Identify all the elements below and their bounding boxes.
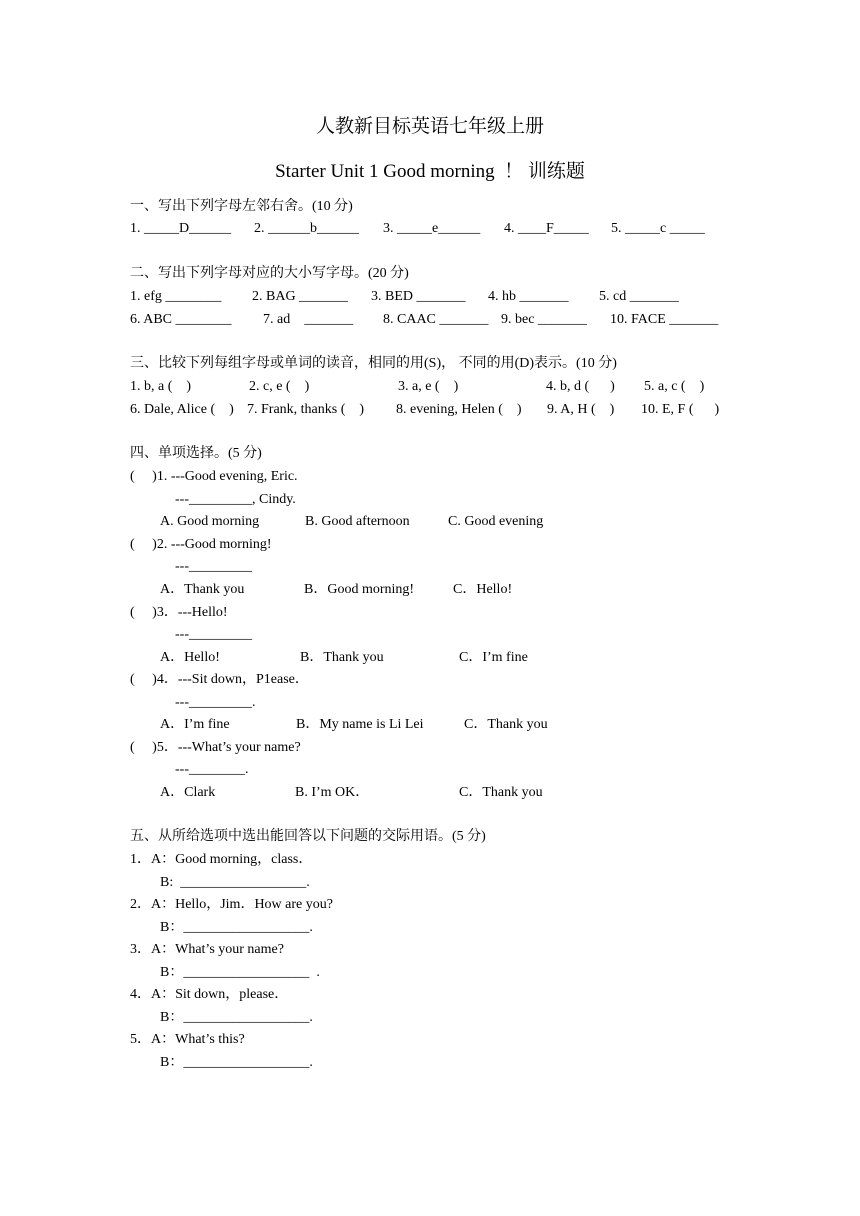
s3-item-10: 10. E, F ( ) <box>641 402 720 417</box>
q1-option-a: A. Good morning <box>160 514 260 529</box>
s1-item-5: 5. _____c _____ <box>611 221 705 236</box>
q2-answer-line: ---_________ <box>175 559 252 574</box>
dialog-5-b: B：__________________. <box>160 1055 313 1070</box>
q5-option-a: A．Clark <box>160 785 216 800</box>
q4-question: ( )4．---Sit down，P1ease． <box>130 672 309 687</box>
s2-item-9: 9. bec _______ <box>501 312 587 327</box>
dialog-3-b: B：__________________ . <box>160 965 320 980</box>
s3-item-1: 1. b, a ( ) <box>130 379 192 394</box>
s3-item-2: 2. c, e ( ) <box>249 379 310 394</box>
s3-item-8: 8. evening, Helen ( ) <box>396 402 522 417</box>
dialog-3-a: 3．A：What’s your name? <box>130 942 284 957</box>
s3-item-9: 9. A, H ( ) <box>547 402 615 417</box>
s1-item-4: 4. ____F_____ <box>504 221 589 236</box>
dialog-1-b: B: __________________. <box>160 875 310 890</box>
dialog-1-a: 1．A：Good morning，class． <box>130 852 313 867</box>
s2-item-5: 5. cd _______ <box>599 289 679 304</box>
q5-question: ( )5．---What’s your name? <box>130 740 301 755</box>
section-3-heading: 三、比较下列每组字母或单词的读音，相同的用(S)， 不同的用(D)表示。(10 分) <box>130 356 617 371</box>
dialog-4-a: 4．A：Sit down，please． <box>130 987 289 1002</box>
section-2-heading: 二、写出下列字母对应的大小写字母。(20 分) <box>130 266 409 281</box>
q1-question: ( )1. ---Good evening, Eric. <box>130 469 298 484</box>
s2-item-7: 7. ad _______ <box>263 312 354 327</box>
s2-item-2: 2. BAG _______ <box>252 289 349 304</box>
s3-item-3: 3. a, e ( ) <box>398 379 459 394</box>
s3-item-5: 5. a, c ( ) <box>644 379 705 394</box>
q4-option-a: A．I’m fine <box>160 717 230 732</box>
page-subtitle: Starter Unit 1 Good morning ！ 训练题 <box>275 161 585 182</box>
page-title: 人教新目标英语七年级上册 <box>315 116 544 137</box>
q2-question: ( )2. ---Good morning! <box>130 537 272 552</box>
q1-option-b: B. Good afternoon <box>305 514 410 529</box>
q5-answer-line: ---________. <box>175 762 249 777</box>
q2-option-b: B．Good morning! <box>304 582 415 597</box>
s3-item-7: 7. Frank, thanks ( ) <box>247 402 365 417</box>
q1-answer-line: ---_________, Cindy. <box>175 492 296 507</box>
q3-option-b: B．Thank you <box>300 650 384 665</box>
q5-option-b: B. I’m OK． <box>295 785 370 800</box>
s2-item-6: 6. ABC ________ <box>130 312 232 327</box>
s2-item-8: 8. CAAC _______ <box>383 312 489 327</box>
s2-item-3: 3. BED _______ <box>371 289 466 304</box>
dialog-5-a: 5．A：What’s this? <box>130 1032 245 1047</box>
s3-item-4: 4. b, d ( ) <box>546 379 615 394</box>
dialog-4-b: B：__________________. <box>160 1010 313 1025</box>
dialog-2-a: 2．A：Hello，Jim．How are you? <box>130 897 333 912</box>
q1-option-c: C. Good evening <box>448 514 544 529</box>
q3-option-c: C．I’m fine <box>459 650 528 665</box>
q2-option-a: A．Thank you <box>160 582 245 597</box>
q3-answer-line: ---_________ <box>175 627 252 642</box>
section-1-heading: 一、写出下列字母左邻右舍。(10 分) <box>130 199 353 214</box>
s1-item-3: 3. _____e______ <box>383 221 481 236</box>
q4-option-c: C．Thank you <box>464 717 548 732</box>
s2-item-4: 4. hb _______ <box>488 289 569 304</box>
s2-item-10: 10. FACE _______ <box>610 312 719 327</box>
dialog-2-b: B：__________________. <box>160 920 313 935</box>
s3-item-6: 6. Dale, Alice ( ) <box>130 402 234 417</box>
q4-answer-line: ---_________. <box>175 695 256 710</box>
section-5-heading: 五、从所给选项中选出能回答以下问题的交际用语。(5 分) <box>130 829 486 844</box>
section-4-heading: 四、单项选择。(5 分) <box>130 446 262 461</box>
q5-option-c: C．Thank you <box>459 785 543 800</box>
s1-item-1: 1. _____D______ <box>130 221 232 236</box>
q2-option-c: C．Hello! <box>453 582 513 597</box>
s2-item-1: 1. efg ________ <box>130 289 222 304</box>
q3-option-a: A．Hello! <box>160 650 220 665</box>
q4-option-b: B．My name is Li Lei <box>296 717 424 732</box>
q3-question: ( )3．---Hello! <box>130 605 228 620</box>
s1-item-2: 2. ______b______ <box>254 221 359 236</box>
